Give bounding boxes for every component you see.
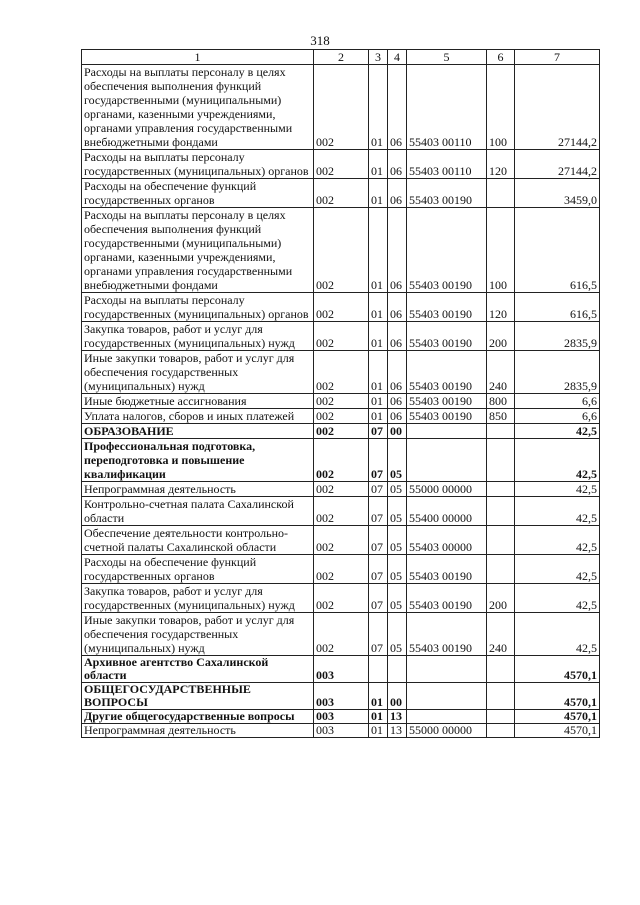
budget-table: [81, 49, 600, 738]
code-ministry-cell: 003: [314, 710, 369, 724]
code-section-cell: 01: [369, 150, 388, 179]
code-section-cell: 07: [369, 555, 388, 584]
table-row: [82, 424, 600, 439]
item-name-cell: Уплата налогов, сборов и иных платежей: [82, 409, 314, 424]
code-expense-type-cell: [487, 710, 515, 724]
code-target-cell: 55403 00190: [407, 394, 487, 409]
table-row: [82, 409, 600, 424]
code-expense-type-cell: [487, 555, 515, 584]
item-name-cell: Расходы на выплаты персоналу в целях обеспечения выполнения функций государственными (муниципальными) органами, казенными учреждениями, органами управления государственными внебюджетными фондами: [82, 208, 314, 293]
code-target-cell: [407, 439, 487, 482]
table-row: [82, 322, 600, 351]
column-header-3: 3: [369, 50, 388, 65]
code-ministry-cell: 003: [314, 683, 369, 710]
code-target-cell: 55400 00000: [407, 497, 487, 526]
amount-cell: 4570,1: [515, 656, 600, 683]
code-ministry-cell: 002: [314, 482, 369, 497]
amount-cell: 616,5: [515, 293, 600, 322]
table-row: [82, 710, 600, 724]
item-name-cell: Непрограммная деятельность: [82, 724, 314, 738]
item-name-cell: ОБРАЗОВАНИЕ: [82, 424, 314, 439]
amount-cell: 4570,1: [515, 710, 600, 724]
amount-cell: 6,6: [515, 409, 600, 424]
amount-cell: 2835,9: [515, 351, 600, 394]
code-target-cell: 55403 00190: [407, 322, 487, 351]
code-target-cell: 55403 00190: [407, 613, 487, 656]
code-subsection-cell: 13: [388, 724, 407, 738]
code-subsection-cell: 05: [388, 555, 407, 584]
code-section-cell: 07: [369, 424, 388, 439]
column-header-1: 1: [82, 50, 314, 65]
table-row: [82, 656, 600, 683]
table-row: [82, 351, 600, 394]
code-section-cell: 01: [369, 179, 388, 208]
table-row: [82, 555, 600, 584]
column-header-6: 6: [487, 50, 515, 65]
code-target-cell: 55403 00190: [407, 351, 487, 394]
amount-cell: 27144,2: [515, 65, 600, 150]
code-section-cell: 01: [369, 724, 388, 738]
table-row: [82, 613, 600, 656]
code-subsection-cell: 06: [388, 179, 407, 208]
code-subsection-cell: 06: [388, 208, 407, 293]
code-ministry-cell: 002: [314, 322, 369, 351]
table-row: [82, 65, 600, 150]
page-number: 318: [310, 33, 330, 48]
item-name-cell: Обеспечение деятельности контрольно-счетной палаты Сахалинской области: [82, 526, 314, 555]
code-subsection-cell: 05: [388, 482, 407, 497]
item-name-cell: Закупка товаров, работ и услуг для государственных (муниципальных) нужд: [82, 322, 314, 351]
code-subsection-cell: 05: [388, 613, 407, 656]
table-row: [82, 394, 600, 409]
code-subsection-cell: 05: [388, 584, 407, 613]
item-name-cell: Иные закупки товаров, работ и услуг для обеспечения государственных (муниципальных) нужд: [82, 351, 314, 394]
amount-cell: 42,5: [515, 424, 600, 439]
code-target-cell: 55403 00190: [407, 555, 487, 584]
code-expense-type-cell: [487, 656, 515, 683]
item-name-cell: Расходы на обеспечение функций государственных органов: [82, 555, 314, 584]
item-name-cell: Расходы на обеспечение функций государственных органов: [82, 179, 314, 208]
code-ministry-cell: 002: [314, 497, 369, 526]
code-subsection-cell: 13: [388, 710, 407, 724]
code-ministry-cell: 002: [314, 394, 369, 409]
code-subsection-cell: 06: [388, 351, 407, 394]
code-target-cell: 55403 00190: [407, 208, 487, 293]
code-target-cell: 55403 00190: [407, 293, 487, 322]
table-row: [82, 724, 600, 738]
code-section-cell: 07: [369, 526, 388, 555]
item-name-cell: Расходы на выплаты персоналу в целях обеспечения выполнения функций государственными (муниципальными) органами, казенными учреждениями, органами управления государственными внебюджетными фондами: [82, 65, 314, 150]
amount-cell: 42,5: [515, 526, 600, 555]
code-target-cell: 55000 00000: [407, 482, 487, 497]
item-name-cell: Расходы на выплаты персоналу государственных (муниципальных) органов: [82, 293, 314, 322]
amount-cell: 42,5: [515, 613, 600, 656]
code-subsection-cell: 06: [388, 409, 407, 424]
code-expense-type-cell: [487, 179, 515, 208]
code-ministry-cell: 002: [314, 613, 369, 656]
code-target-cell: 55403 00000: [407, 526, 487, 555]
code-section-cell: 07: [369, 482, 388, 497]
code-expense-type-cell: [487, 497, 515, 526]
code-section-cell: 01: [369, 710, 388, 724]
code-ministry-cell: 002: [314, 439, 369, 482]
code-ministry-cell: 002: [314, 526, 369, 555]
code-section-cell: 01: [369, 322, 388, 351]
code-expense-type-cell: [487, 683, 515, 710]
code-subsection-cell: 05: [388, 439, 407, 482]
code-ministry-cell: 002: [314, 555, 369, 584]
amount-cell: 2835,9: [515, 322, 600, 351]
code-ministry-cell: 002: [314, 351, 369, 394]
table-row: [82, 482, 600, 497]
code-ministry-cell: 002: [314, 179, 369, 208]
code-ministry-cell: 003: [314, 724, 369, 738]
item-name-cell: Закупка товаров, работ и услуг для государственных (муниципальных) нужд: [82, 584, 314, 613]
code-section-cell: 01: [369, 293, 388, 322]
code-subsection-cell: 06: [388, 293, 407, 322]
code-ministry-cell: 002: [314, 208, 369, 293]
code-expense-type-cell: 100: [487, 65, 515, 150]
code-section-cell: 01: [369, 65, 388, 150]
code-target-cell: 55403 00190: [407, 584, 487, 613]
code-target-cell: 55403 00190: [407, 409, 487, 424]
header-row: [82, 50, 600, 65]
item-name-cell: Иные бюджетные ассигнования: [82, 394, 314, 409]
code-expense-type-cell: [487, 439, 515, 482]
code-target-cell: 55000 00000: [407, 724, 487, 738]
code-target-cell: [407, 424, 487, 439]
code-expense-type-cell: 100: [487, 208, 515, 293]
column-header-2: 2: [314, 50, 369, 65]
item-name-cell: Другие общегосударственные вопросы: [82, 710, 314, 724]
code-section-cell: 07: [369, 613, 388, 656]
code-ministry-cell: 002: [314, 409, 369, 424]
table-row: [82, 497, 600, 526]
code-ministry-cell: 002: [314, 293, 369, 322]
item-name-cell: Расходы на выплаты персоналу государственных (муниципальных) органов: [82, 150, 314, 179]
code-section-cell: 01: [369, 351, 388, 394]
amount-cell: 42,5: [515, 584, 600, 613]
amount-cell: 42,5: [515, 439, 600, 482]
code-section-cell: 07: [369, 439, 388, 482]
item-name-cell: Архивное агентство Сахалинской области: [82, 656, 314, 683]
code-target-cell: [407, 656, 487, 683]
item-name-cell: Контрольно-счетная палата Сахалинской области: [82, 497, 314, 526]
amount-cell: 3459,0: [515, 179, 600, 208]
code-ministry-cell: 002: [314, 584, 369, 613]
item-name-cell: Непрограммная деятельность: [82, 482, 314, 497]
amount-cell: 42,5: [515, 555, 600, 584]
code-subsection-cell: [388, 656, 407, 683]
code-expense-type-cell: [487, 526, 515, 555]
code-subsection-cell: 06: [388, 150, 407, 179]
amount-cell: 27144,2: [515, 150, 600, 179]
code-section-cell: 07: [369, 497, 388, 526]
table-row: [82, 683, 600, 710]
code-subsection-cell: 06: [388, 65, 407, 150]
code-expense-type-cell: 200: [487, 322, 515, 351]
table-row: [82, 584, 600, 613]
column-header-4: 4: [388, 50, 407, 65]
code-target-cell: 55403 00110: [407, 150, 487, 179]
code-expense-type-cell: [487, 424, 515, 439]
code-section-cell: 01: [369, 409, 388, 424]
table-body: [82, 50, 600, 738]
code-subsection-cell: 05: [388, 526, 407, 555]
code-ministry-cell: 003: [314, 656, 369, 683]
code-section-cell: [369, 656, 388, 683]
code-section-cell: 01: [369, 683, 388, 710]
code-target-cell: 55403 00110: [407, 65, 487, 150]
code-target-cell: [407, 710, 487, 724]
amount-cell: 4570,1: [515, 683, 600, 710]
code-subsection-cell: 00: [388, 683, 407, 710]
amount-cell: 42,5: [515, 497, 600, 526]
code-section-cell: 01: [369, 208, 388, 293]
table-row: [82, 526, 600, 555]
code-expense-type-cell: 850: [487, 409, 515, 424]
code-expense-type-cell: 120: [487, 293, 515, 322]
table-row: [82, 439, 600, 482]
code-expense-type-cell: 800: [487, 394, 515, 409]
code-ministry-cell: 002: [314, 150, 369, 179]
code-ministry-cell: 002: [314, 65, 369, 150]
item-name-cell: Профессиональная подготовка, переподготовка и повышение квалификации: [82, 439, 314, 482]
code-expense-type-cell: 200: [487, 584, 515, 613]
code-expense-type-cell: 120: [487, 150, 515, 179]
item-name-cell: ОБЩЕГОСУДАРСТВЕННЫЕ ВОПРОСЫ: [82, 683, 314, 710]
table-row: [82, 208, 600, 293]
amount-cell: 4570,1: [515, 724, 600, 738]
code-target-cell: [407, 683, 487, 710]
column-header-7: 7: [515, 50, 600, 65]
code-subsection-cell: 00: [388, 424, 407, 439]
code-subsection-cell: 06: [388, 394, 407, 409]
code-ministry-cell: 002: [314, 424, 369, 439]
code-subsection-cell: 06: [388, 322, 407, 351]
table-row: [82, 293, 600, 322]
item-name-cell: Иные закупки товаров, работ и услуг для обеспечения государственных (муниципальных) нужд: [82, 613, 314, 656]
table-row: [82, 150, 600, 179]
code-section-cell: 01: [369, 394, 388, 409]
amount-cell: 6,6: [515, 394, 600, 409]
code-expense-type-cell: [487, 724, 515, 738]
code-expense-type-cell: 240: [487, 351, 515, 394]
table-row: [82, 179, 600, 208]
code-section-cell: 07: [369, 584, 388, 613]
code-subsection-cell: 05: [388, 497, 407, 526]
code-expense-type-cell: [487, 482, 515, 497]
column-header-5: 5: [407, 50, 487, 65]
code-expense-type-cell: 240: [487, 613, 515, 656]
amount-cell: 42,5: [515, 482, 600, 497]
amount-cell: 616,5: [515, 208, 600, 293]
code-target-cell: 55403 00190: [407, 179, 487, 208]
